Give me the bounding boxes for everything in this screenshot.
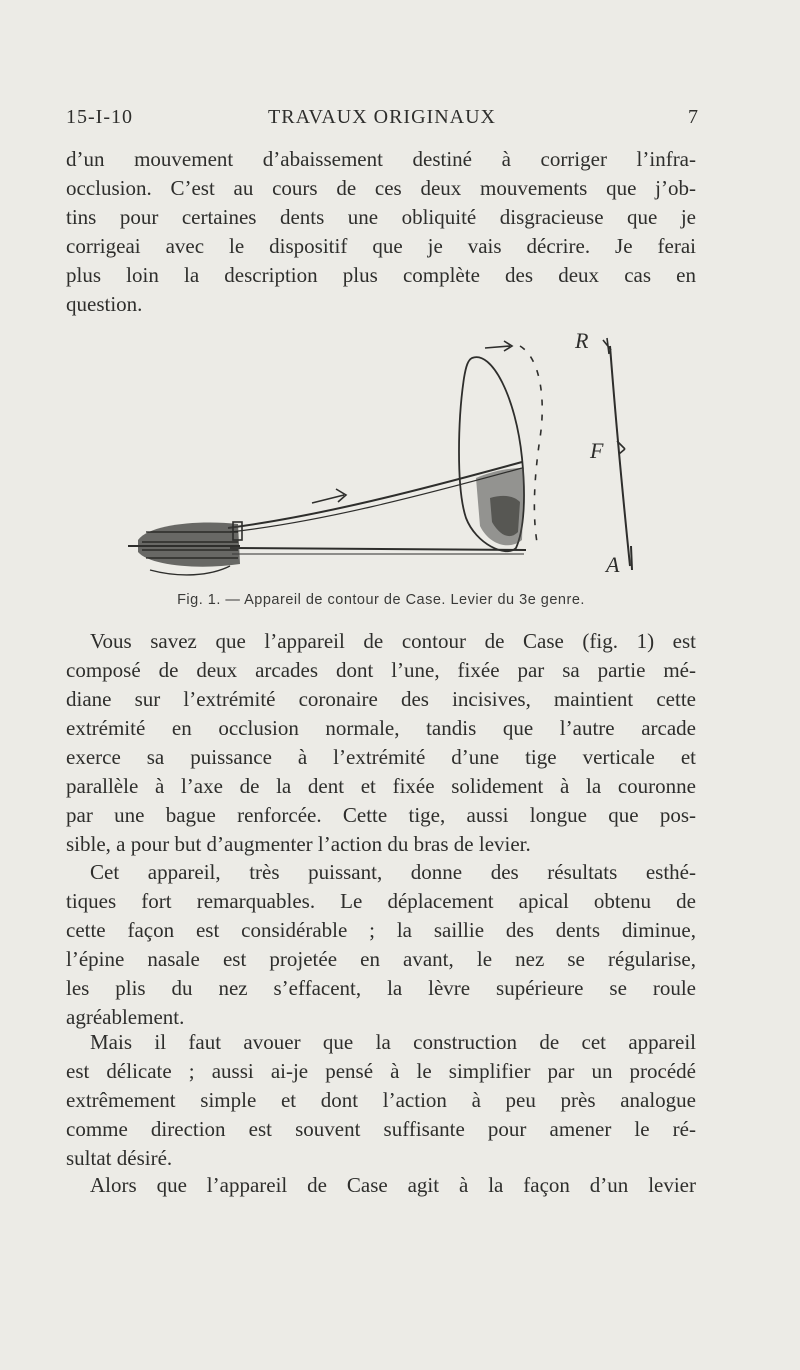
lever-tick-bottom — [631, 546, 632, 570]
page-number: 7 — [688, 106, 698, 128]
paragraph-line: sible, a pour but d’augmenter l’action du bras de levier. — [66, 832, 531, 856]
paragraph-line: extrêmement simple et dont l’action à peu près analogue — [66, 1088, 696, 1112]
paragraph-line: occlusion. C’est au cours de ces deux mouvements que j’ob- — [66, 176, 696, 200]
paragraph-line: plus loin la description plus complète des deux cas en — [66, 263, 696, 287]
paragraph-line: agréablement. — [66, 1005, 185, 1029]
paragraph-line: est délicate ; aussi ai-je pensé à le simplifier par un procédé — [66, 1059, 696, 1083]
paragraph-line: sultat désiré. — [66, 1146, 173, 1170]
paragraph-line: extrémité en occlusion normale, tandis que l’autre arcade — [66, 716, 696, 740]
screw-base — [150, 566, 230, 575]
paragraph-line: comme direction est souvent suffisante pour amener le ré- — [66, 1117, 696, 1141]
paragraph-line: Vous savez que l’appareil de contour de Case (fig. 1) est — [90, 629, 696, 653]
appliance-illustration — [120, 318, 640, 586]
paragraph-line: d’un mouvement d’abaissement destiné à corriger l’infra- — [66, 147, 696, 171]
paragraph-line: Alors que l’appareil de Case agit à la façon d’un levier — [90, 1173, 696, 1197]
label-r: R — [575, 328, 589, 353]
lever-line — [610, 346, 630, 566]
paragraph-5 — [66, 1171, 696, 1200]
lower-arch-wire — [230, 548, 526, 550]
header-title: TRAVAUX ORIGINAUX — [268, 106, 496, 128]
paragraph-line: parallèle à l’axe de la dent et fixée solidement à la couronne — [66, 774, 696, 798]
paragraph-2 — [66, 627, 696, 859]
header-date: 15-I-10 — [66, 106, 133, 128]
paragraph-line: Cet appareil, très puissant, donne des résultats esthé- — [90, 860, 696, 884]
paragraph-line: Mais il faut avouer que la construction de cet appareil — [90, 1030, 696, 1054]
paragraph-line: tiques fort remarquables. Le déplacement apical obtenu de — [66, 889, 696, 913]
paragraph-line: par une bague renforcée. Cette tige, aussi longue que pos- — [66, 803, 696, 827]
paragraph-line: diane sur l’extrémité coronaire des incisives, maintient cette — [66, 687, 696, 711]
paragraph-line: exerce sa puissance à l’extrémité d’une tige verticale et — [66, 745, 696, 769]
running-header — [66, 106, 698, 138]
figure-caption: Fig. 1. — Appareil de contour de Case. Levier du 3e genre. — [177, 592, 585, 608]
top-arrow — [485, 341, 512, 351]
label-a: A — [606, 552, 620, 577]
label-f: F — [590, 438, 604, 463]
paragraph-3 — [66, 858, 696, 1032]
paragraph-line: les plis du nez s’effacent, la lèvre supérieure se roule — [66, 976, 696, 1000]
paragraph-line: question. — [66, 292, 143, 316]
screw-body — [138, 523, 240, 567]
paragraph-line: l’épine nasale est projetée en avant, le nez se régularise, — [66, 947, 696, 971]
paragraph-4 — [66, 1028, 696, 1173]
paragraph-1 — [66, 145, 696, 319]
figure-case-appliance — [120, 318, 640, 586]
paragraph-line: tins pour certaines dents une obliquité disgracieuse que je — [66, 205, 696, 229]
paragraph-line: composé de deux arcades dont l’une, fixée par sa partie mé- — [66, 658, 696, 682]
paragraph-line: corrigeai avec le dispositif que je vais décrire. Je ferai — [66, 234, 696, 258]
wire-arrow — [312, 489, 346, 503]
paragraph-line: cette façon est considérable ; la saillie des dents diminue, — [66, 918, 696, 942]
